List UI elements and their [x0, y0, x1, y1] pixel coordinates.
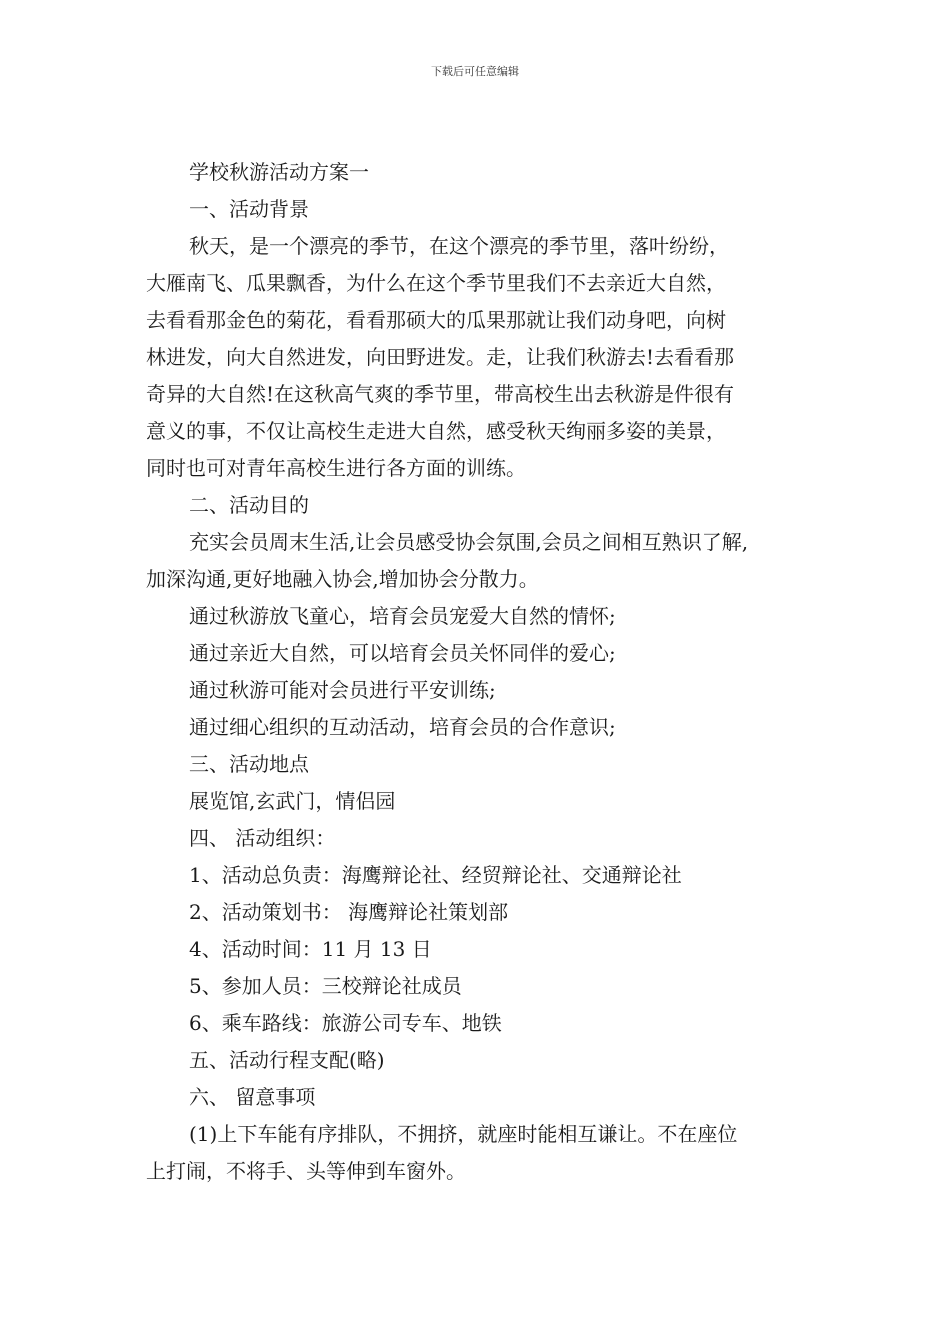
- section-heading-purpose: 二、活动目的: [189, 493, 309, 517]
- page-header-note: 下载后可任意编辑: [431, 65, 519, 78]
- list-item: 1、活动总负责：海鹰辩论社、经贸辩论社、交通辩论社: [189, 863, 682, 887]
- paragraph-line: 大雁南飞、瓜果飘香，为什么在这个季节里我们不去亲近大自然，: [146, 271, 726, 295]
- paragraph-background: [146, 228, 811, 487]
- section-heading-background: 一、活动背景: [189, 197, 309, 221]
- section-heading-schedule: 五、活动行程支配(略): [189, 1048, 385, 1072]
- paragraph-line: 奇异的大自然!在这秋高气爽的季节里，带高校生出去秋游是件很有: [146, 382, 735, 406]
- paragraph-line: 上打闹，不将手、头等伸到车窗外。: [146, 1159, 466, 1183]
- list-item: 2、活动策划书： 海鹰辩论社策划部: [189, 900, 509, 924]
- list-item: 通过秋游放飞童心，培育会员宠爱大自然的情怀;: [189, 604, 616, 628]
- section-heading-notes: 六、 留意事项: [189, 1085, 316, 1109]
- document-body: [146, 154, 811, 1190]
- section-heading-location: 三、活动地点: [189, 752, 309, 776]
- list-item: 5、参加人员：三校辩论社成员: [189, 974, 462, 998]
- list-item: 通过亲近大自然，可以培育会员关怀同伴的爱心;: [189, 641, 616, 665]
- paragraph-line: 秋天，是一个漂亮的季节，在这个漂亮的季节里，落叶纷纷，: [189, 234, 729, 258]
- list-item: 6、乘车路线：旅游公司专车、地铁: [189, 1011, 502, 1035]
- list-item: 通过细心组织的互动活动，培育会员的合作意识;: [189, 715, 616, 739]
- paragraph-line: 加深沟通,更好地融入协会,增加协会分散力。: [146, 567, 539, 591]
- paragraph-line: 同时也可对青年高校生进行各方面的训练。: [146, 456, 526, 480]
- paragraph-line: 充实会员周末生活,让会员感受协会氛围,会员之间相互熟识了解,: [189, 530, 749, 554]
- paragraph-line: 意义的事，不仅让高校生走进大自然，感受秋天绚丽多姿的美景，: [146, 419, 726, 443]
- paragraph-line: (1)上下车能有序排队，不拥挤，就座时能相互谦让。不在座位: [189, 1122, 738, 1146]
- location-content: 展览馆,玄武门，情侣园: [189, 789, 396, 813]
- document-title: 学校秋游活动方案一: [189, 160, 369, 184]
- paragraph-purpose: [146, 524, 811, 598]
- paragraph-line: 林进发，向大自然进发，向田野进发。走，让我们秋游去!去看看那: [146, 345, 735, 369]
- list-item: 4、活动时间：11 月 13 日: [189, 937, 432, 961]
- section-heading-organization: 四、 活动组织：: [189, 826, 336, 850]
- paragraph-line: 去看看那金色的菊花，看看那硕大的瓜果那就让我们动身吧，向树: [146, 308, 726, 332]
- list-item: 通过秋游可能对会员进行平安训练;: [189, 678, 496, 702]
- paragraph-notes: [146, 1116, 811, 1190]
